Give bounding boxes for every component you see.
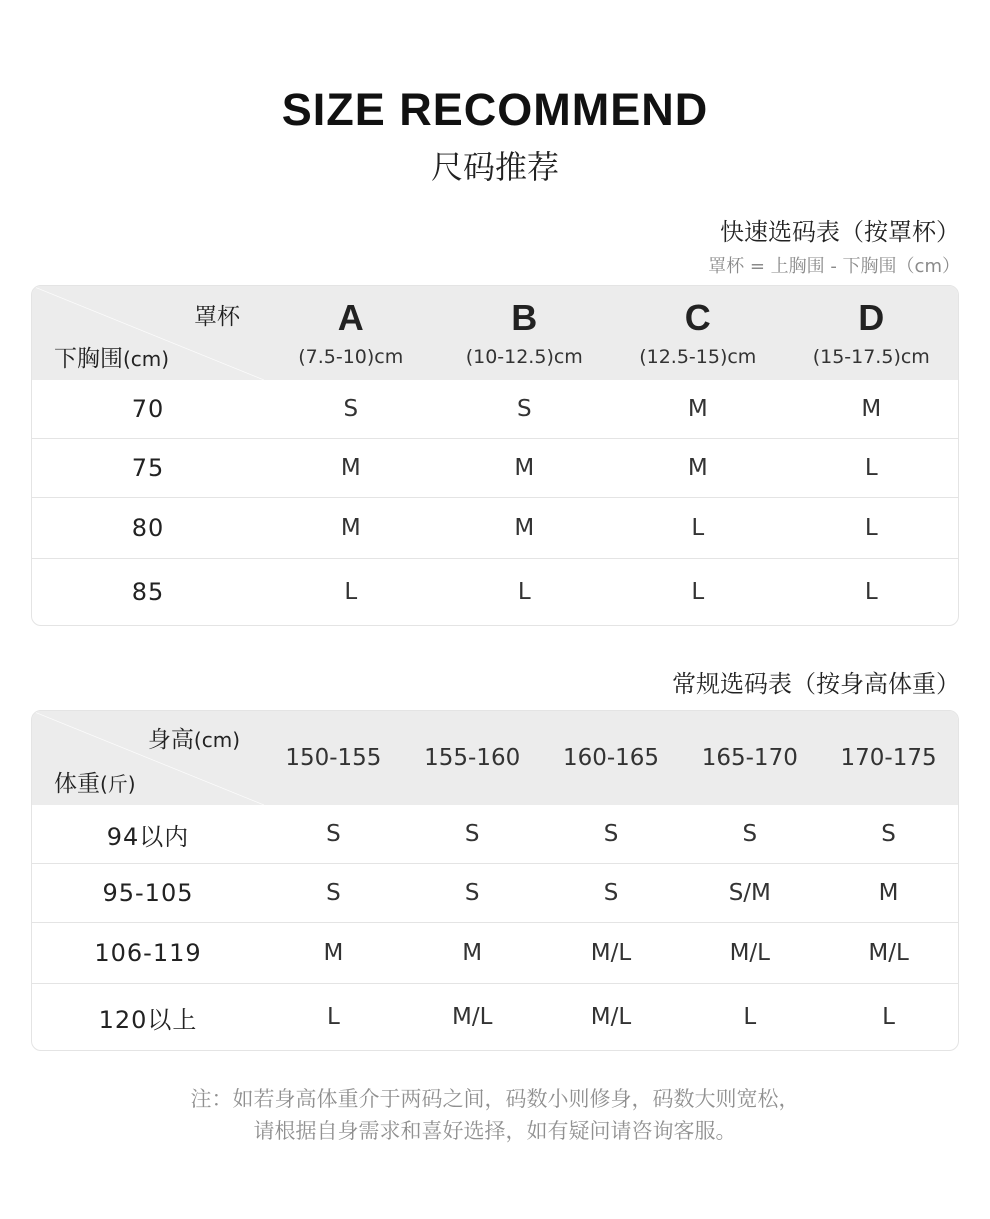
size-cell: L (864, 579, 878, 605)
size-cell: S/M (728, 880, 771, 906)
size-cell: S (326, 880, 341, 906)
table-row (32, 558, 958, 625)
size-cell: S (603, 880, 619, 906)
cup-range: (12.5-15)cm (639, 346, 757, 368)
cup-table-corner (32, 286, 264, 380)
footnote-line: 注：如若身高体重介于两码之间，码数小则修身，码数大则宽松， (190, 1087, 800, 1111)
corner-weight-label: 体重(斤) (54, 771, 136, 797)
size-cell: M (323, 940, 344, 966)
size-cell: M (514, 455, 535, 481)
cup-letter: B (511, 297, 538, 338)
row-label: 106-119 (94, 939, 202, 967)
cup-formula: 罩杯 = 上胸围 - 下胸围（cm） (708, 256, 960, 277)
size-cell: S (464, 821, 480, 847)
size-cell: M/L (590, 940, 632, 966)
size-cell: L (864, 455, 878, 481)
table-row (32, 805, 958, 863)
size-cell: M (861, 396, 882, 422)
height-column-header: 170-175 (840, 745, 937, 771)
size-cell: M/L (729, 940, 770, 966)
page-subtitle: 尺码推荐 (430, 148, 559, 186)
row-label: 95-105 (102, 879, 194, 907)
cup-size-table (31, 285, 959, 626)
footnote-line: 请根据自身需求和喜好选择，如有疑问请咨询客服。 (253, 1119, 737, 1143)
size-cell: S (881, 821, 896, 847)
page-title: SIZE RECOMMEND (281, 84, 709, 135)
cup-letter: A (337, 297, 364, 338)
height-weight-table (31, 710, 959, 1051)
size-cell: S (603, 821, 619, 847)
size-cell: L (517, 579, 531, 605)
body-table-header (32, 711, 958, 805)
cup-range: (15-17.5)cm (812, 346, 930, 368)
size-cell: S (742, 821, 758, 847)
table-row (32, 983, 958, 1050)
height-column-header: 155-160 (424, 745, 521, 771)
row-label: 80 (131, 514, 165, 542)
size-cell: L (882, 1004, 895, 1030)
cup-range: (7.5-10)cm (298, 346, 404, 368)
height-column-header: 160-165 (562, 745, 660, 771)
cup-table-title: 快速选码表（按罩杯） (720, 218, 960, 246)
cup-table-header (32, 286, 958, 380)
body-table-title: 常规选码表（按身高体重） (672, 670, 960, 698)
cup-column-header (438, 286, 612, 380)
row-label: 70 (131, 395, 165, 423)
corner-underbust-label: 下胸围(cm) (54, 346, 170, 372)
row-label: 94以内 (106, 822, 190, 851)
row-label: 75 (131, 454, 165, 482)
size-cell: M (340, 515, 361, 541)
table-row (32, 497, 958, 558)
body-table-body (32, 805, 958, 1050)
body-table-corner (32, 711, 264, 805)
cup-column-header (611, 286, 785, 380)
cup-table-body (32, 380, 958, 625)
size-cell: M (878, 880, 899, 906)
size-cell: M/L (590, 1004, 632, 1030)
cup-letter: C (684, 297, 711, 338)
corner-cup-label: 罩杯 (194, 304, 240, 330)
size-cell: M (340, 455, 361, 481)
size-cell: M (462, 940, 483, 966)
size-cell: M (514, 515, 535, 541)
size-cell: S (464, 880, 480, 906)
size-cell: S (516, 396, 532, 422)
size-cell: L (743, 1004, 757, 1030)
cup-column-header (264, 286, 438, 380)
corner-height-label: 身高(cm) (147, 727, 240, 753)
size-cell: L (326, 1004, 340, 1030)
size-cell: M (687, 455, 708, 481)
size-cell: M/L (451, 1004, 493, 1030)
cup-letter: D (858, 297, 885, 338)
footnote (0, 1083, 990, 1147)
row-label: 85 (131, 578, 165, 606)
cup-column-header (785, 286, 959, 380)
table-row (32, 863, 958, 922)
size-cell: L (691, 579, 705, 605)
size-cell: L (691, 515, 705, 541)
table-row (32, 438, 958, 497)
size-cell: L (344, 579, 358, 605)
row-label: 120以上 (98, 1005, 198, 1034)
size-cell: L (864, 515, 878, 541)
size-cell: S (326, 821, 341, 847)
height-column-header: 165-170 (701, 745, 798, 771)
size-cell: M (687, 396, 708, 422)
table-row (32, 380, 958, 438)
size-cell: S (343, 396, 359, 422)
cup-range: (10-12.5)cm (465, 346, 583, 368)
height-column-header: 150-155 (285, 745, 382, 771)
table-row (32, 922, 958, 983)
size-cell: M/L (868, 940, 909, 966)
